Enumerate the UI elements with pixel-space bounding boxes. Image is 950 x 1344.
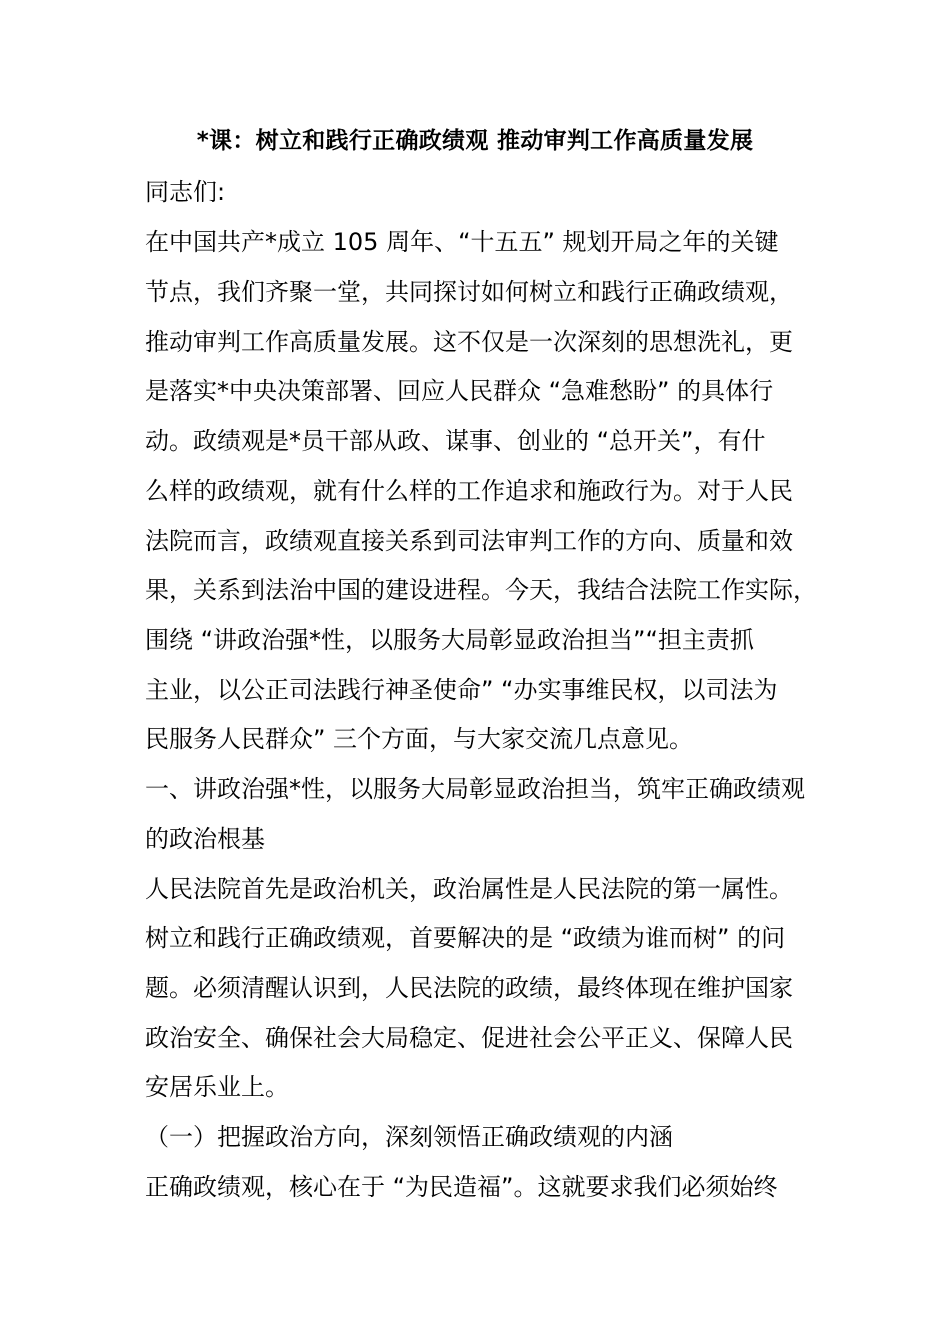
body-line: 推动审判工作高质量发展。这不仅是一次深刻的思想洗礼，更 [145,328,793,356]
body-line: 树立和践行正确政绩观，首要解决的是 “政绩为谁而树” 的问 [145,924,786,952]
body-line: 题。必须清醒认识到，人民法院的政绩，最终体现在维护国家 [145,974,793,1002]
body-line: 动。政绩观是*员干部从政、谋事、创业的 “总开关”，有什 [145,427,766,455]
section-heading: 一、讲政治强*性，以服务大局彰显政治担当，筑牢正确政绩观 [145,775,805,803]
body-line: 正确政绩观，核心在于 “为民造福”。这就要求我们必须始终 [145,1173,778,1201]
document-title: *课：树立和践行正确政绩观 推动审判工作高质量发展 [196,128,754,154]
body-line: 果，关系到法治中国的建设进程。今天，我结合法院工作实际， [145,576,817,604]
salutation: 同志们: [145,178,226,206]
body-line: 主业，以公正司法践行神圣使命” “办实事维民权，以司法为 [145,676,778,704]
body-line: 是落实*中央决策部署、回应人民群众 “急难愁盼” 的具体行 [145,377,774,405]
body-line: 节点，我们齐聚一堂，共同探讨如何树立和践行正确政绩观， [145,278,793,306]
section-heading: 的政治根基 [145,825,265,853]
body-line: 法院而言，政绩观直接关系到司法审判工作的方向、质量和效 [145,527,793,555]
body-line: 政治安全、确保社会大局稳定、促进社会公平正义、保障人民 [145,1024,793,1052]
subsection-heading: （一）把握政治方向，深刻领悟正确政绩观的内涵 [145,1123,673,1151]
body-line: 在中国共产*成立 105 周年、“十五五” 规划开局之年的关键 [145,228,779,256]
body-line: 么样的政绩观，就有什么样的工作追求和施政行为。对于人民 [145,477,793,505]
body-line: 围绕 “讲政治强*性，以服务大局彰显政治担当”“担主责抓 [145,626,754,654]
body-line: 人民法院首先是政治机关，政治属性是人民法院的第一属性。 [145,875,793,903]
body-line: 民服务人民群众” 三个方面，与大家交流几点意见。 [145,725,694,753]
body-line: 安居乐业上。 [145,1073,289,1101]
